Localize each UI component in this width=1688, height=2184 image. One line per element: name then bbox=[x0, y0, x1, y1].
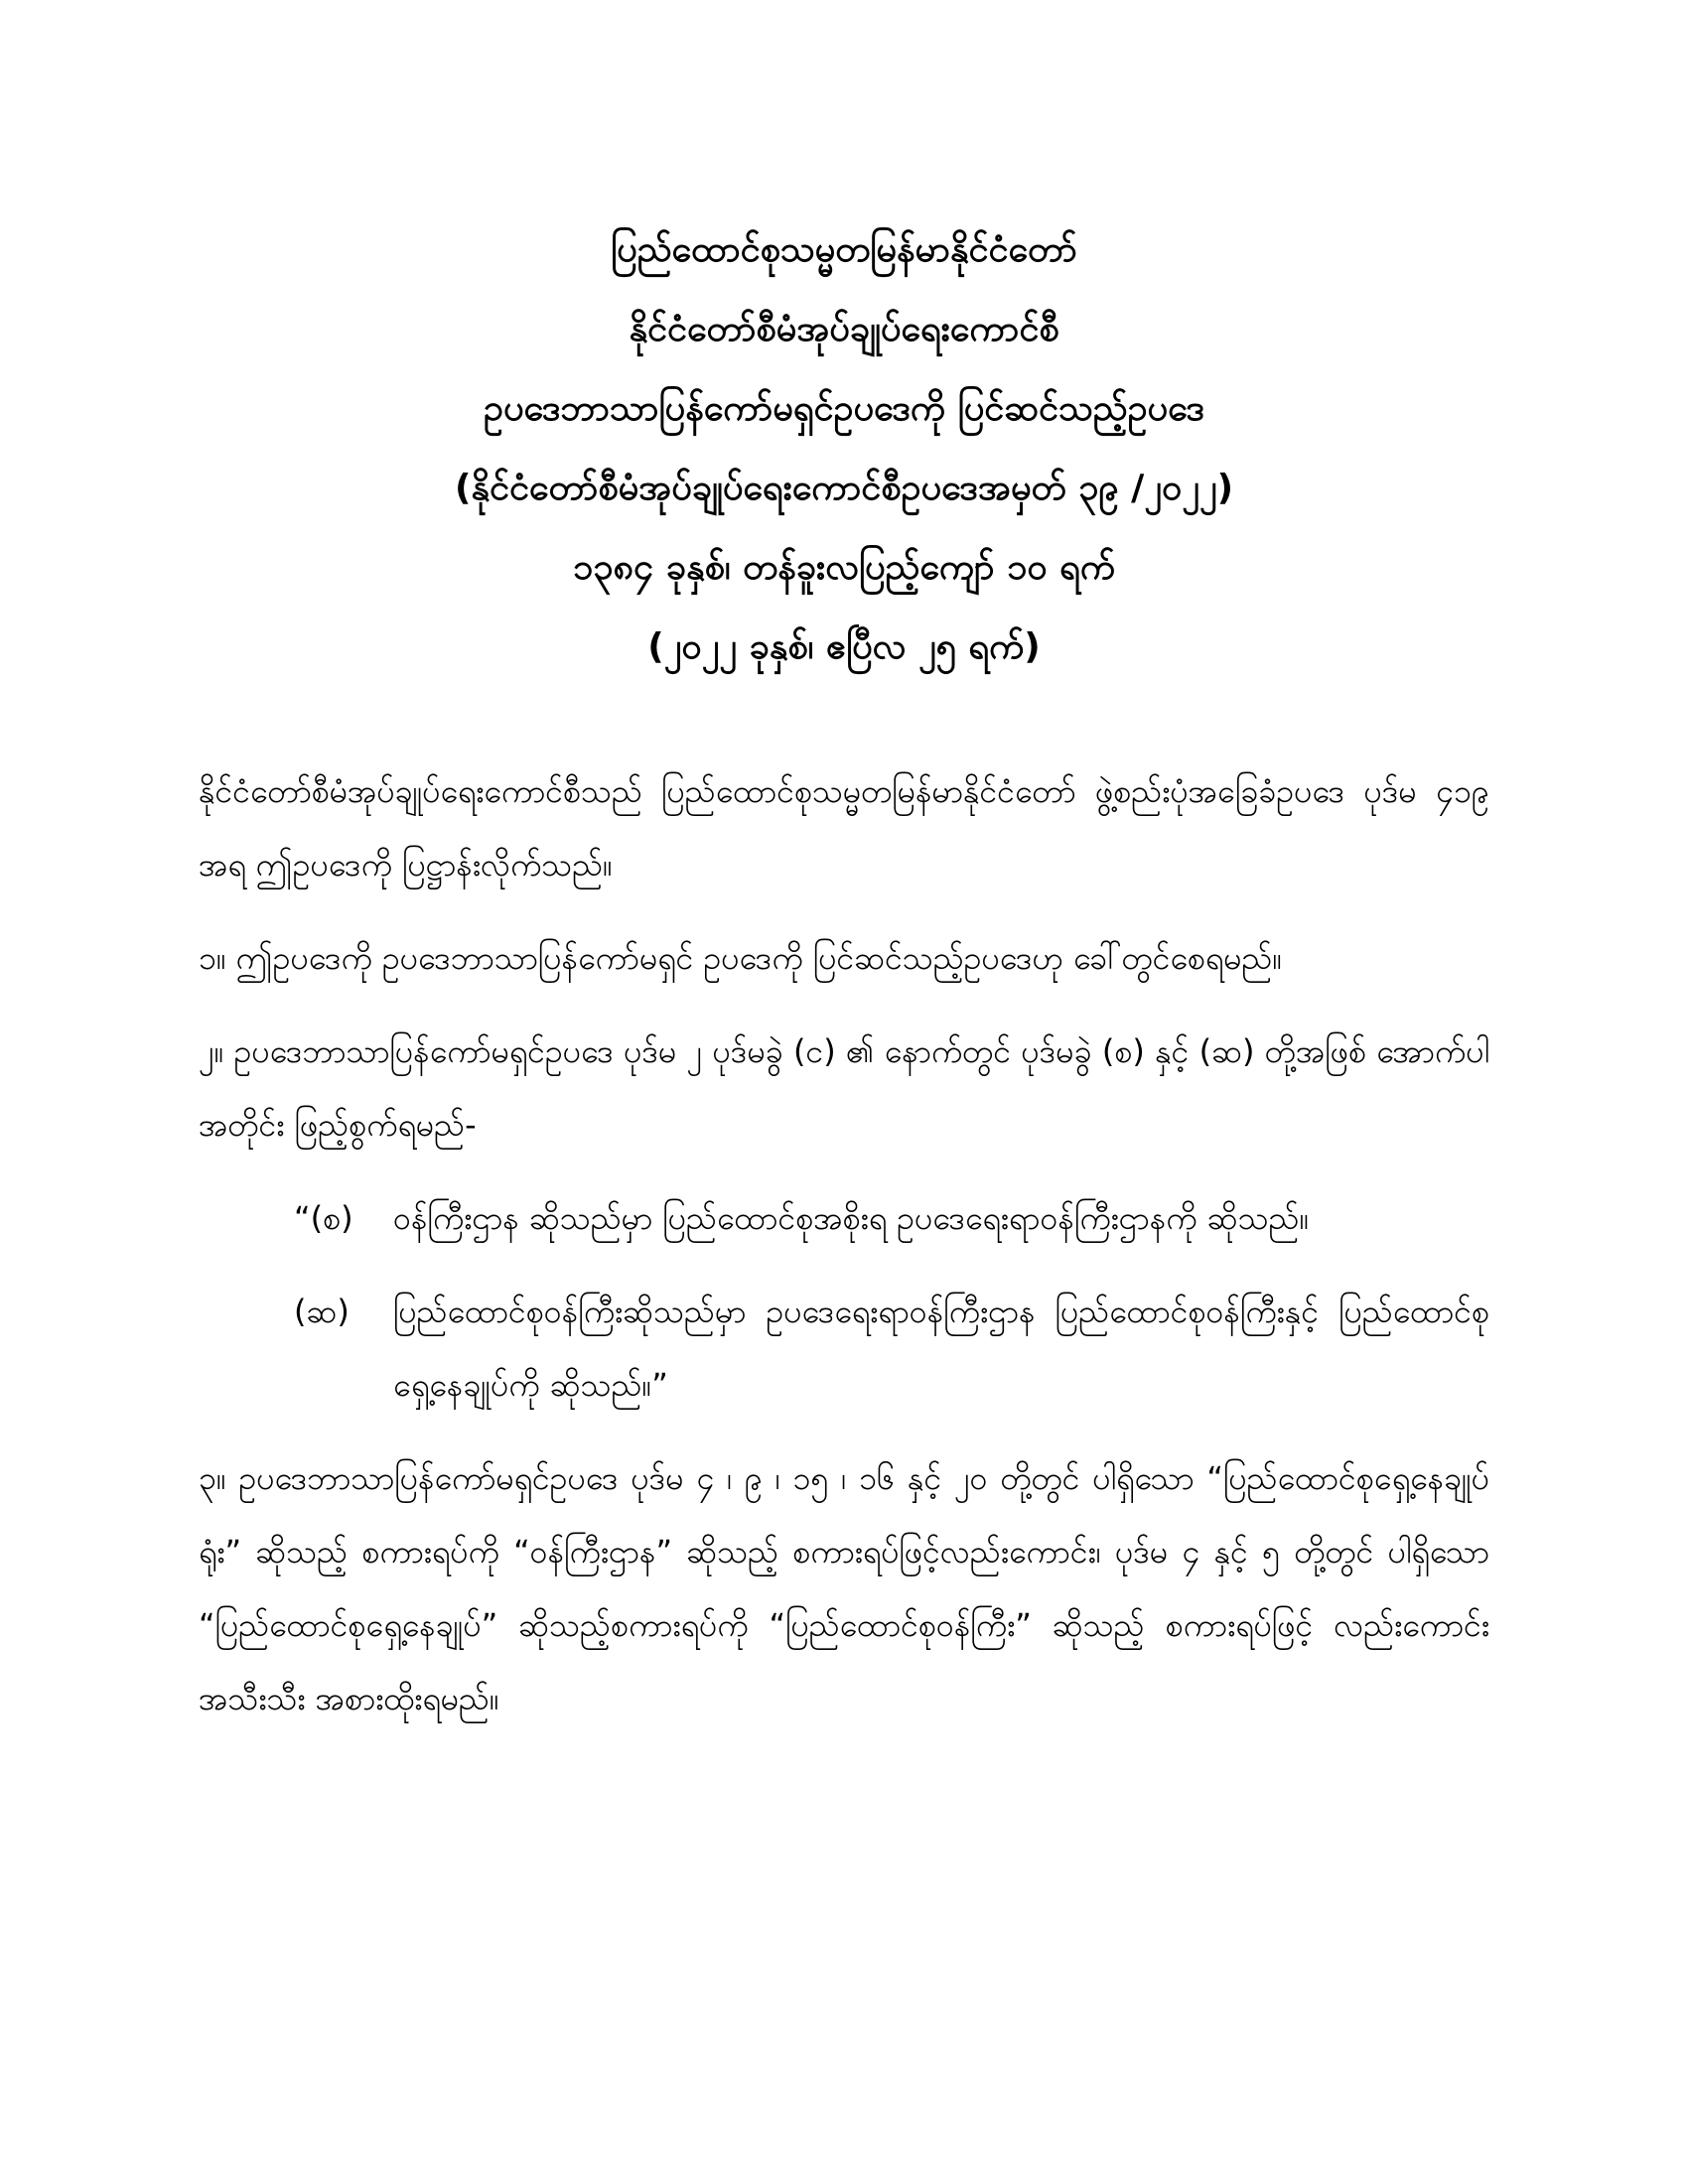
document-header bbox=[199, 210, 1489, 687]
document-body bbox=[199, 754, 1489, 1755]
section-2: ၂။ ဥပဒေဘာသာပြန်ကော်မရှင်ဥပဒေ ပုဒ်မ ၂ ပုဒ်မခွဲ (င) ၏ နောက်တွင် ပုဒ်မခွဲ (စ) နှင့် (ဆ) တို့အဖြစ် အောက်ပါအတိုင်း ဖြည့်စွက်ရမည်- bbox=[199, 1032, 1490, 1144]
country-name: ပြည်ထောင်စုသမ္မတမြန်မာနိုင်ငံတော် bbox=[611, 229, 1077, 270]
section-1: ၁။ ဤဥပဒေကို ဥပဒေဘာသာပြန်ကော်မရှင် ဥပဒေကို ပြင်ဆင်သည့်ဥပဒေဟု ခေါ်တွင်စေရမည်။ bbox=[199, 939, 1283, 977]
subsection-sa-text: ဝန်ကြီးဌာန ဆိုသည်မှာ ပြည်ထောင်စုအစိုးရ ဥပဒေရေးရာဝန်ကြီးဌာနကို ဆိုသည်။ bbox=[393, 1199, 1310, 1237]
myanmar-date: ၁၃၈၄ ခုနှစ်၊ တန်ခူးလပြည့်ကျော် ၁၀ ရက် bbox=[572, 547, 1116, 588]
section-3: ၃။ ဥပဒေဘာသာပြန်ကော်မရှင်ဥပဒေ ပုဒ်မ ၄ ၊ ၉ ၊ ၁၅ ၊ ၁၆ နှင့် ၂၀ တို့တွင် ပါရှိသော “ပြည်ထောင်စုရှေ့နေချုပ်ရုံး” ဆိုသည့် စကားရပ်ကို “ဝန်ကြီးဌာန” ဆိုသည့် စကားရပ်ဖြင့်လည်းကောင်း၊ ပုဒ်မ ၄ နှင့် ၅ တို့တွင် ပါရှိသော “ပြည်ထောင်စုရှေ့နေချုပ်” ဆိုသည့်စကားရပ်ကို “ပြည်ထောင်စုဝန်ကြီး” ဆိုသည့် စကားရပ်ဖြင့် လည်းကောင်း အသီးသီး အစားထိုးရမည်။ bbox=[199, 1459, 1490, 1717]
gregorian-date: (၂၀၂၂ ခုနှစ်၊ ဧပြီလ ၂၅ ရက်) bbox=[647, 626, 1041, 667]
subsection-hsa bbox=[199, 1275, 1489, 1422]
issuing-council: နိုင်ငံတော်စီမံအုပ်ချုပ်ရေးကောင်စီ bbox=[629, 309, 1059, 349]
law-number: (နိုင်ငံတော်စီမံအုပ်ချုပ်ရေးကောင်စီဥပဒေအမှတ် ၃၉ /၂၀၂၂) bbox=[454, 468, 1234, 508]
subsection-sa-label: “(စ) bbox=[294, 1199, 353, 1237]
subsection-sa bbox=[199, 1181, 1489, 1255]
subsection-hsa-label: (ဆ) bbox=[294, 1293, 350, 1330]
preamble: နိုင်ငံတော်စီမံအုပ်ချုပ်ရေးကောင်စီသည် ပြည်ထောင်စုသမ္မတမြန်မာနိုင်ငံတော် ဖွဲ့စည်းပုံအခြေခံဥပဒေ ပုဒ်မ ၄၁၉ အရ ဤဥပဒေကို ပြဋ္ဌာန်းလိုက်သည်။ bbox=[199, 772, 1489, 884]
subsection-hsa-text: ပြည်ထောင်စုဝန်ကြီးဆိုသည်မှာ ဥပဒေရေးရာဝန်ကြီးဌာန ပြည်ထောင်စုဝန်ကြီးနှင့် ပြည်ထောင်စုရှေ့နေချုပ်ကို ဆိုသည်။” bbox=[393, 1293, 1489, 1404]
law-title: ဥပဒေဘာသာပြန်ကော်မရှင်ဥပဒေကို ပြင်ဆင်သည့်ဥပဒေ bbox=[484, 388, 1204, 429]
